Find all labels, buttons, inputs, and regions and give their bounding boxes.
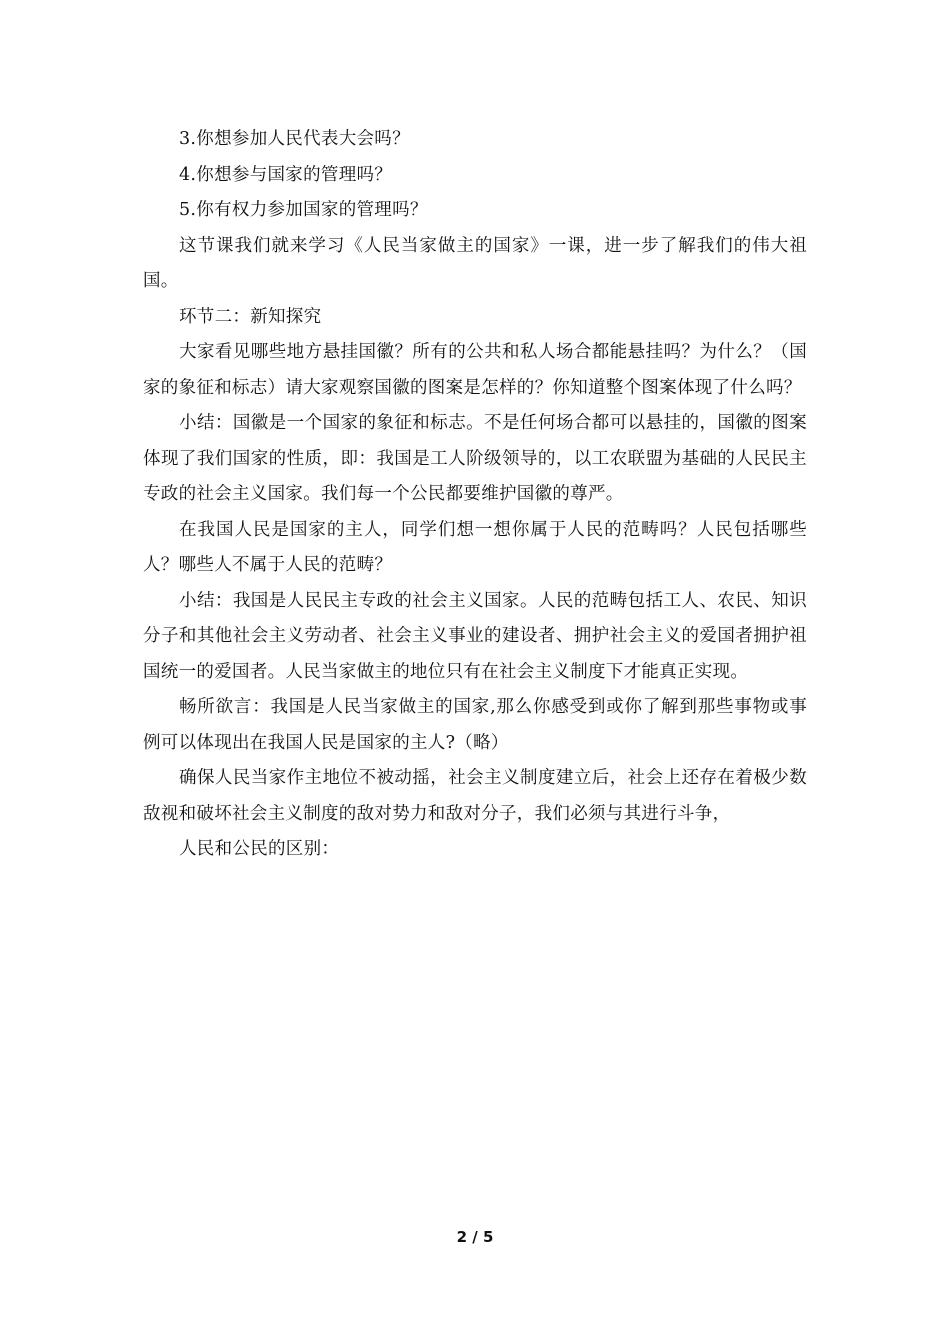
paragraph-question-4: 4.你想参与国家的管理吗？ bbox=[179, 164, 393, 185]
paragraph-free-discussion: 畅所欲言：我国是人民当家做主的国家,那么你感受到或你了解到那些事物或事例可以体现出在我国人民是国家的主人?（略） bbox=[143, 697, 807, 753]
page-number: 2 / 5 bbox=[456, 1228, 494, 1246]
paragraph-ensure-status: 确保人民当家作主地位不被动摇，社会主义制度建立后，社会上还存在着极少数敌视和破坏社会主义制度的敌对势力和敌对分子，我们必须与其进行斗争， bbox=[143, 768, 807, 824]
section-heading-new-knowledge: 环节二：新知探究 bbox=[179, 306, 322, 327]
paragraph-people-questions: 在我国人民是国家的主人，同学们想一想你属于人民的范畴吗？人民包括哪些人？哪些人不属于人民的范畴？ bbox=[143, 519, 807, 575]
document-body bbox=[143, 122, 807, 868]
paragraph-national-emblem-questions: 大家看见哪些地方悬挂国徽？所有的公共和私人场合都能悬挂吗？为什么？（国家的象征和标志）请大家观察国徽的图案是怎样的？你知道整个图案体现了什么吗？ bbox=[143, 342, 807, 398]
paragraph-summary-emblem: 小结：国徽是一个国家的象征和标志。不是任何场合都可以悬挂的，国徽的图案体现了我们国家的性质，即：我国是工人阶级领导的，以工农联盟为基础的人民民主专政的社会主义国家。我们每一个公民都要维护国徽的尊严。 bbox=[143, 413, 807, 504]
paragraph-people-vs-citizens: 人民和公民的区别： bbox=[179, 839, 340, 859]
paragraph-lesson-intro: 这节课我们就来学习《人民当家做主的国家》一课，进一步了解我们的伟大祖国。 bbox=[143, 235, 807, 291]
paragraph-question-3: 3.你想参加人民代表大会吗？ bbox=[179, 129, 410, 149]
paragraph-question-5: 5.你有权力参加国家的管理吗？ bbox=[179, 200, 428, 220]
paragraph-summary-people: 小结：我国是人民民主专政的社会主义国家。人民的范畴包括工人、农民、知识分子和其他社会主义劳动者、社会主义事业的建设者、拥护社会主义的爱国者拥护祖国统一的爱国者。人民当家做主的地位只有在社会主义制度下才能真正实现。 bbox=[143, 590, 807, 682]
